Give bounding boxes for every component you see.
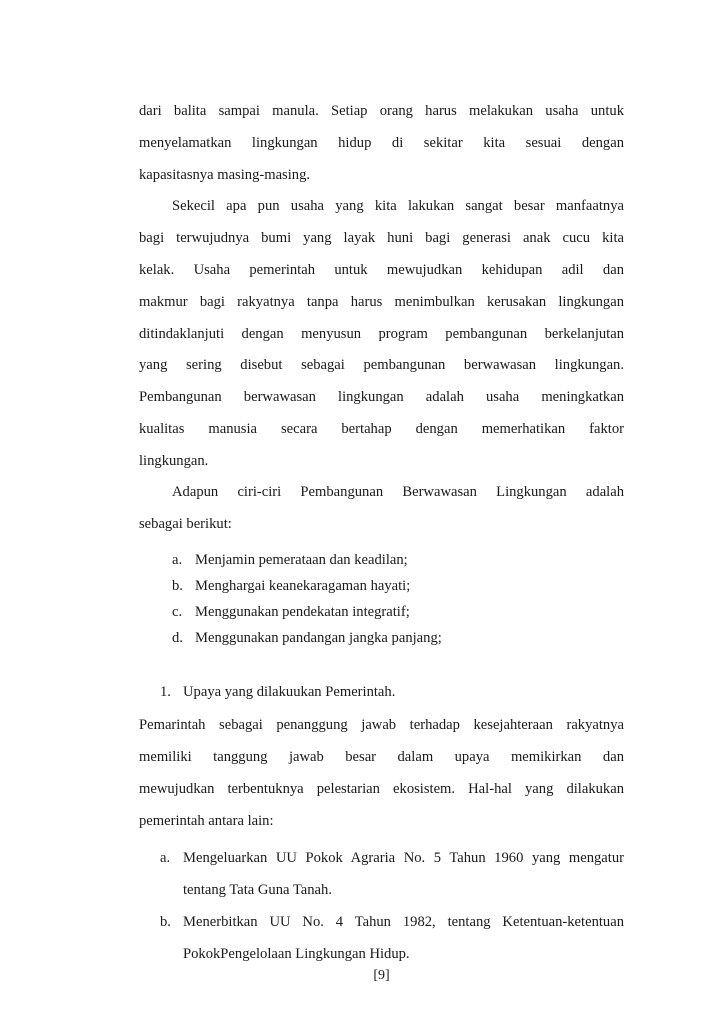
list-item: Menggunakan pandangan jangka panjang; xyxy=(195,630,442,646)
paragraph-line: Adapun ciri-ciri Pembangunan Berwawasan Lingkungan adalah xyxy=(172,484,624,500)
paragraph-line: dari balita sampai manula. Setiap orang harus melakukan usaha untuk xyxy=(139,103,624,119)
paragraph-line: pemerintah antara lain: xyxy=(139,813,274,829)
paragraph-line: yang sering disebut sebagai pembangunan berwawasan lingkungan. xyxy=(139,357,624,373)
paragraph-line: kualitas manusia secara bertahap dengan memerhatikan faktor xyxy=(139,421,624,437)
list-item-line: PokokPengelolaan Lingkungan Hidup. xyxy=(183,946,410,962)
list-item-line: tentang Tata Guna Tanah. xyxy=(183,882,332,898)
paragraph-line: Sekecil apa pun usaha yang kita lakukan sangat besar manfaatnya xyxy=(172,198,624,214)
section-heading-number: 1. xyxy=(160,684,171,700)
list-marker: a. xyxy=(160,850,171,866)
list-marker: b. xyxy=(172,578,183,594)
paragraph-line: Pembangunan berwawasan lingkungan adalah usaha meningkatkan xyxy=(139,389,624,405)
list-item-line: Mengeluarkan UU Pokok Agraria No. 5 Tahun 1960 yang mengatur xyxy=(183,850,624,866)
paragraph-line: Pemarintah sebagai penanggung jawab terhadap kesejahteraan rakyatnya xyxy=(139,717,624,733)
paragraph-line: bagi terwujudnya bumi yang layak huni bagi generasi anak cucu kita xyxy=(139,230,624,246)
list-item: Menghargai keanekaragaman hayati; xyxy=(195,578,411,594)
list-item: Menggunakan pendekatan integratif; xyxy=(195,604,410,620)
section-heading: Upaya yang dilakuukan Pemerintah. xyxy=(183,684,396,700)
paragraph-line: memiliki tanggung jawab besar dalam upaya memikirkan dan xyxy=(139,749,624,765)
paragraph-line: kelak. Usaha pemerintah untuk mewujudkan kehidupan adil dan xyxy=(139,262,624,278)
list-marker: a. xyxy=(172,552,183,568)
paragraph-line: lingkungan. xyxy=(139,453,209,469)
paragraph-line: sebagai berikut: xyxy=(139,516,232,532)
paragraph-line: makmur bagi rakyatnya tanpa harus menimbulkan kerusakan lingkungan xyxy=(139,294,624,310)
page-number: [9] xyxy=(373,968,390,983)
paragraph-line: mewujudkan terbentuknya pelestarian ekosistem. Hal-hal yang dilakukan xyxy=(139,781,624,797)
list-marker: d. xyxy=(172,630,183,646)
list-marker: c. xyxy=(172,604,183,620)
list-marker: b. xyxy=(160,914,171,930)
paragraph-line: kapasitasnya masing-masing. xyxy=(139,167,311,183)
paragraph-line: menyelamatkan lingkungan hidup di sekitar kita sesuai dengan xyxy=(139,135,624,151)
paragraph-line: ditindaklanjuti dengan menyusun program pembangunan berkelanjutan xyxy=(139,326,624,342)
list-item: Menjamin pemerataan dan keadilan; xyxy=(195,552,408,568)
list-item-line: Menerbitkan UU No. 4 Tahun 1982, tentang Ketentuan-ketentuan xyxy=(183,914,624,930)
